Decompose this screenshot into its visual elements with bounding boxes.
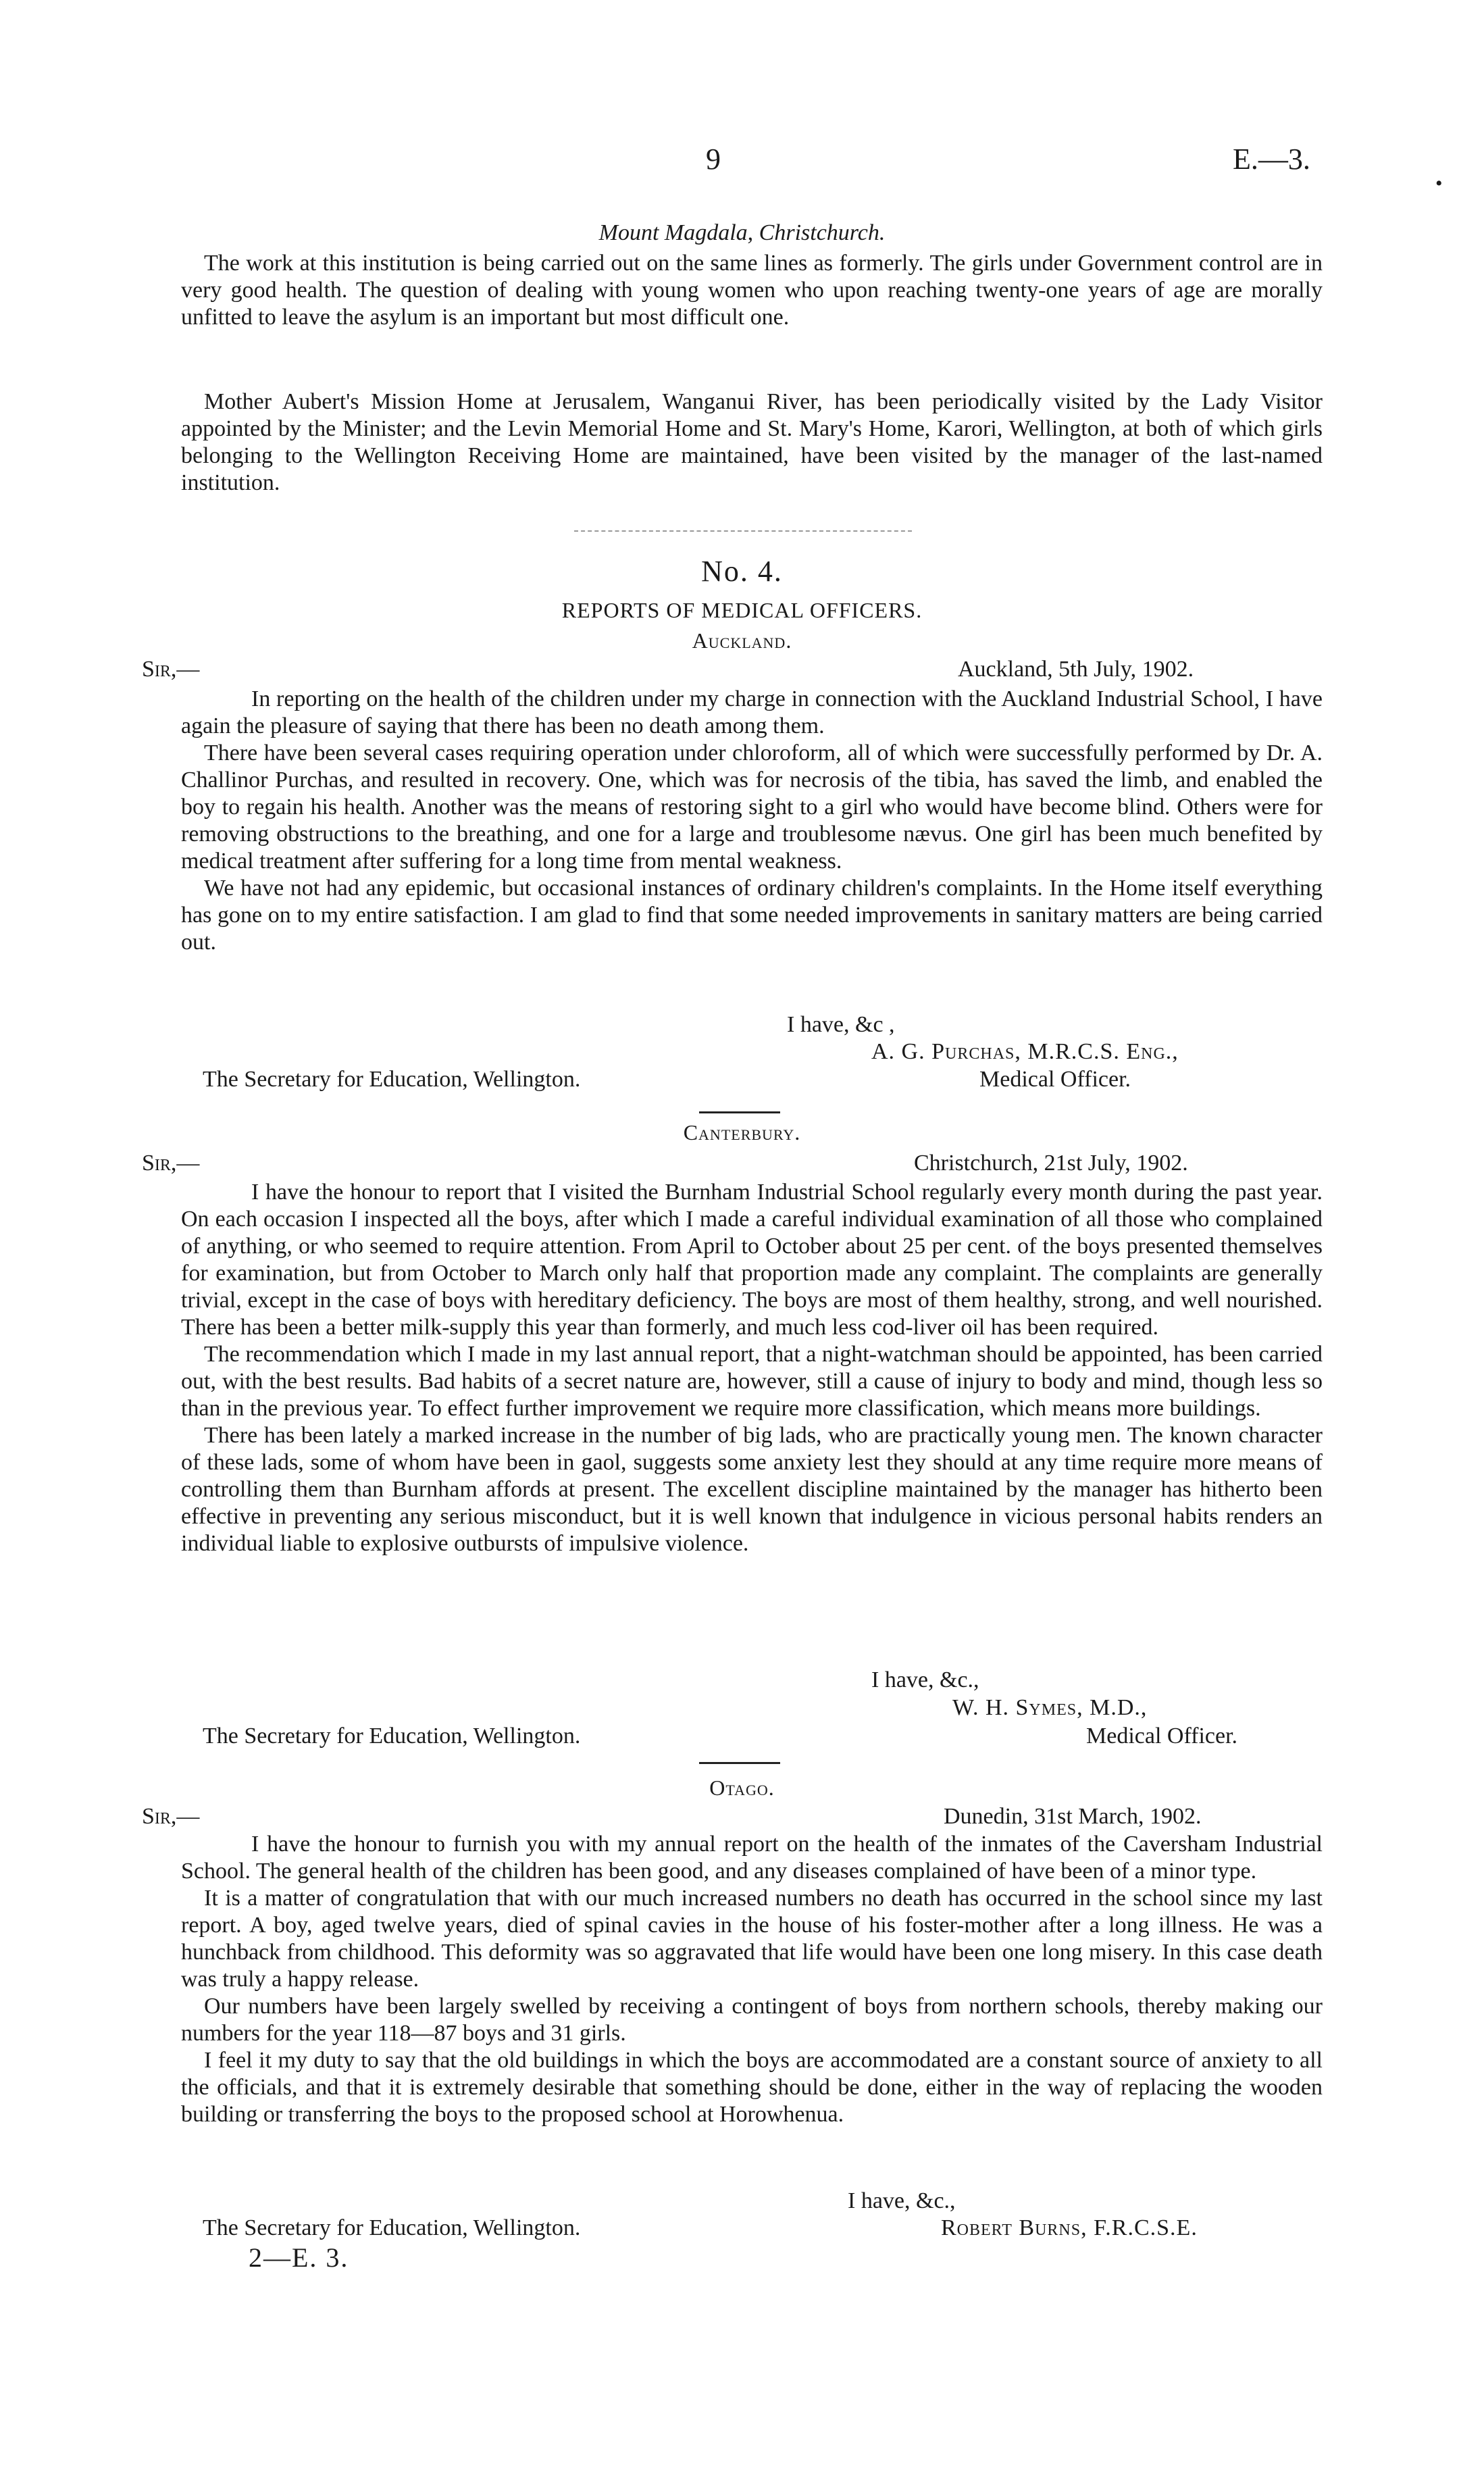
otago-place-date: Dunedin, 31st March, 1902.	[944, 1804, 1202, 1829]
auckland-signatory: A. G. Purchas, M.R.C.S. Eng.,	[871, 1039, 1179, 1064]
magdala-heading: Mount Magdala, Christchurch.	[598, 220, 886, 245]
auckland-body	[181, 686, 1323, 956]
auckland-paragraph-2: There have been several cases requiring operation under chloroform, all of which were successfully performed by Dr. A. Challinor Purchas, and resulted in recovery. One, which was for necrosis of the tibia, has saved the limb, and enabled the boy to regain his health. Another was the means of restoring sight to a girl who would have become blind. Others were for removing obstructions to the breathing, and one for a large and troublesome nævus. One girl has been much benefited by medical treatment after suffering for a long time from mental weakness.	[181, 740, 1323, 874]
otago-salutation: Sir,—	[142, 1804, 200, 1829]
otago-closing: I have, &c.,	[848, 2188, 956, 2213]
otago-signatory: Robert Burns, F.R.C.S.E.	[941, 2215, 1198, 2240]
canterbury-paragraph-3: There has been lately a marked increase in the number of big lads, who are practically young men. The known character of these lads, some of whom have been in gaol, suggests some anxiety lest they should at any time require more means of controlling them than Burnham affords at present. The excellent discipline maintained by the manager has hitherto been effective in preventing any serious misconduct, but it is well known that indulgence in vicious personal habits renders an individual liable to explosive outbursts of impulsive violence.	[181, 1423, 1323, 1556]
magdala-section-2	[181, 388, 1323, 497]
canterbury-paragraph-1: I have the honour to report that I visited the Burnham Industrial School regularly every month during the past year. On each occasion I inspected all the boys, after which I made a careful individual examination of all those who complained of anything, or who seemed to require attention. From April to October about 25 per cent. of the boys presented themselves for examination, but from October to March only half that proportion made any complaint. The complaints are generally trivial, except in the case of boys with hereditary deficiency. The boys are most of them healthy, strong, and well nourished. There has been a better milk-supply this year than formerly, and much less cod-liver oil has been required.	[181, 1180, 1323, 1340]
canterbury-paragraph-2: The recommendation which I made in my last annual report, that a night-watchman should be appointed, has been carried out, with the best results. Bad habits of a secret nature are, however, still a cause of injury to body and mind, though less so than in the previous year. To effect further improvement we require more classification, which means more buildings.	[181, 1342, 1323, 1421]
canterbury-salutation: Sir,—	[142, 1151, 200, 1176]
section-title: REPORTS OF MEDICAL OFFICERS.	[561, 598, 923, 622]
printer-signature-mark: 2—E. 3.	[249, 2242, 349, 2273]
auckland-salutation: Sir,—	[142, 657, 200, 682]
canterbury-place-date: Christchurch, 21st July, 1902.	[914, 1151, 1188, 1176]
canterbury-signatory: W. H. Symes, M.D.,	[952, 1695, 1148, 1720]
otago-paragraph-2: It is a matter of congratulation that with our much increased numbers no death has occurred in the school since my last report. A boy, aged twelve years, died of spinal cavies in the house of his foster-mother after a long illness. He was a hunchback from childhood. This deformity was so aggravated that life would have been one long misery. In this case death was truly a happy release.	[181, 1886, 1323, 1992]
canterbury-closing: I have, &c.,	[871, 1667, 979, 1692]
magdala-paragraph-2: Mother Aubert's Mission Home at Jerusalem, Wanganui River, has been periodically visited by the Lady Visitor appointed by the Minister; and the Levin Memorial Home and St. Mary's Home, Karori, Wellington, at both of which girls belonging to the Wellington Receiving Home are maintained, have been visited by the manager of the last-named institution.	[181, 389, 1323, 495]
auckland-closing: I have, &c ,	[787, 1012, 895, 1037]
section-divider	[574, 530, 912, 532]
magdala-paragraph-1: The work at this institution is being carried out on the same lines as formerly. The girls under Government control are in very good health. The question of dealing with young women who upon reaching twenty-one years of age are morally unfitted to leave the asylum is an important but most difficult one.	[181, 251, 1323, 330]
auckland-officer-title: Medical Officer.	[979, 1067, 1131, 1092]
otago-body	[181, 1831, 1323, 2128]
otago-paragraph-4: I feel it my duty to say that the old buildings in which the boys are accommodated are a constant source of anxiety to all the officials, and that it is extremely desirable that something should be done, either in the way of replacing the wooden building or transferring the boys to the proposed school at Horowhenua.	[181, 2048, 1323, 2127]
canterbury-heading: Canterbury.	[683, 1120, 801, 1144]
section-number: No. 4.	[701, 555, 783, 588]
auckland-paragraph-3: We have not had any epidemic, but occasional instances of ordinary children's complaints. In the Home itself everything has gone on to my entire satisfaction. I am glad to find that some needed improvements in sanitary matters are being carried out.	[181, 876, 1323, 955]
otago-addressee: The Secretary for Education, Wellington.	[203, 2215, 581, 2240]
canterbury-divider	[699, 1762, 780, 1764]
otago-paragraph-1: I have the honour to furnish you with my annual report on the health of the inmates of the Caversham Industrial School. The general health of the children has been good, and any diseases complained of have been of a minor type.	[181, 1832, 1323, 1884]
document-reference: E.—3.	[1233, 143, 1310, 176]
margin-mark: •	[1435, 172, 1443, 195]
magdala-section	[181, 250, 1323, 331]
otago-heading: Otago.	[709, 1776, 775, 1800]
page-number: 9	[706, 143, 721, 176]
auckland-paragraph-1: In reporting on the health of the children under my charge in connection with the Auckland Industrial School, I have again the pleasure of saying that there has been no death among them.	[181, 686, 1323, 738]
auckland-heading: Auckland.	[692, 628, 792, 653]
canterbury-body	[181, 1179, 1323, 1557]
auckland-divider	[699, 1111, 780, 1113]
otago-paragraph-3: Our numbers have been largely swelled by receiving a contingent of boys from northern schools, thereby making our numbers for the year 118—87 boys and 31 girls.	[181, 1994, 1323, 2046]
canterbury-officer-title: Medical Officer.	[1086, 1723, 1238, 1748]
canterbury-addressee: The Secretary for Education, Wellington.	[203, 1723, 581, 1748]
auckland-addressee: The Secretary for Education, Wellington.	[203, 1067, 581, 1092]
auckland-place-date: Auckland, 5th July, 1902.	[958, 657, 1194, 682]
